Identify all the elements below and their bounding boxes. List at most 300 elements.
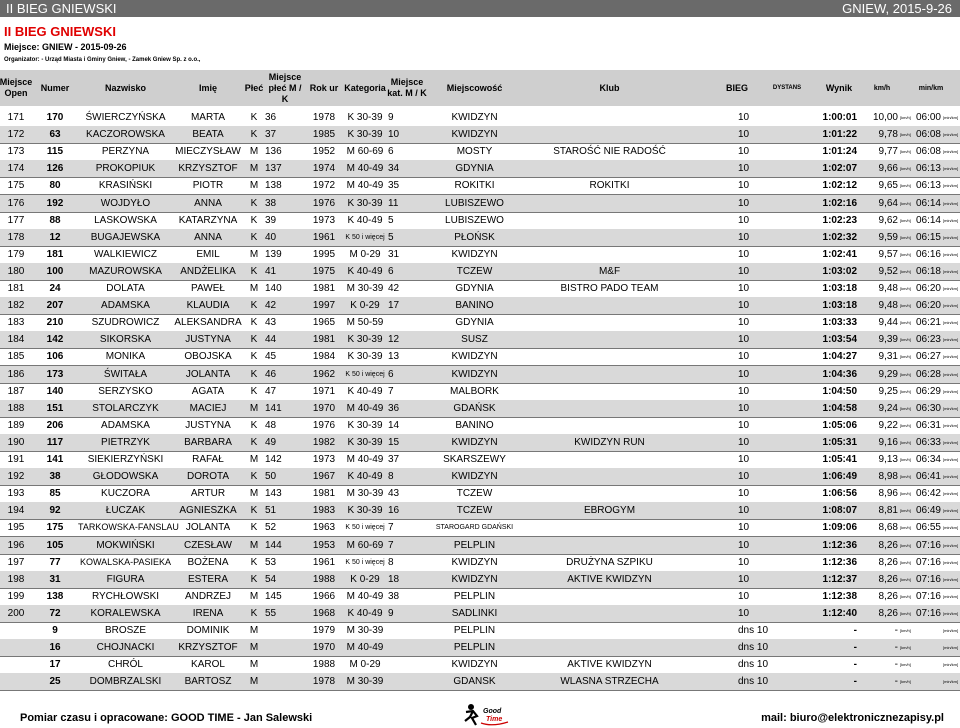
cell-town: MOSTY <box>456 146 493 158</box>
cell-result: 1:00:01 <box>822 112 857 123</box>
cell-cat: M 40-49 <box>346 454 384 465</box>
cell-kmh-unit: [km/h] <box>900 303 911 309</box>
table-row <box>0 383 960 401</box>
cell-cat: K 40-49 <box>347 214 383 226</box>
cell-sex: K <box>250 112 258 123</box>
cell-open: 200 <box>7 607 25 619</box>
cell-pace-unit: [min/km] <box>943 559 959 565</box>
cell-town: KWIDZYN <box>451 351 498 363</box>
event-organizer: Organizator: - Urząd Miasta i Gminy Gniew, - Zamek Gniew Sp. z o.o., <box>4 57 201 63</box>
cell-name: DOLATA <box>106 283 145 294</box>
cell-kmh-unit: [km/h] <box>900 115 911 120</box>
col-miejscowosc: Miejscowość <box>446 82 503 93</box>
cell-open: 194 <box>7 505 25 517</box>
cell-town: KWIDZYN <box>451 368 498 380</box>
cell-result: 1:12:36 <box>822 556 857 568</box>
cell-num: 24 <box>49 283 61 294</box>
cell-kmh-unit: [km/h] <box>900 234 911 240</box>
cell-result: 1:02:23 <box>822 214 857 226</box>
title-right: GNIEW, 2015-9-26 <box>842 1 952 16</box>
cell-num: 210 <box>46 317 64 329</box>
cell-sexpl: 42 <box>265 300 277 312</box>
cell-kmh-unit: [km/h] <box>900 576 911 582</box>
cell-catpl: 36 <box>388 402 400 414</box>
cell-open <box>0 673 32 690</box>
cell-open: 199 <box>7 590 25 602</box>
cell-cat: K 50 i więcej <box>345 233 385 241</box>
table-row <box>0 485 960 503</box>
cell-sex: M <box>249 163 259 175</box>
cell-town: KWIDZYN <box>451 248 498 260</box>
cell-result: - <box>853 625 857 636</box>
cell-town: KWIDZYN <box>451 129 498 141</box>
cell-num: 207 <box>46 300 64 312</box>
cell-kmh-unit: [km/h] <box>900 662 911 668</box>
cell-sex: M <box>249 454 259 465</box>
cell-name: ŁUCZAK <box>105 505 146 517</box>
cell-club <box>522 126 697 143</box>
cell-name: MONIKA <box>105 351 146 363</box>
cell-result: 1:04:58 <box>822 402 857 414</box>
cell-open: 180 <box>7 265 25 277</box>
cell-year: 1952 <box>312 146 336 158</box>
cell-num: 141 <box>46 454 64 465</box>
cell-town: ROKITKI <box>454 180 495 192</box>
cell-town: SUSZ <box>461 334 488 346</box>
footer-left: Pomiar czasu i opracowane: GOOD TIME - Jan Salewski <box>20 712 313 724</box>
cell-sex: M <box>249 539 259 551</box>
table-row <box>0 297 960 315</box>
cell-dist: 10 <box>738 607 750 619</box>
cell-pace <box>903 673 941 690</box>
cell-sexpl: 41 <box>265 265 277 277</box>
cell-cat: K 30-39 <box>347 197 383 209</box>
cell-cat: M 50-59 <box>346 317 384 329</box>
cell-kmh-unit: [km/h] <box>900 320 911 326</box>
cell-cat: K 40-49 <box>347 471 383 483</box>
cell-cat: M 0-29 <box>349 248 381 260</box>
table-row <box>0 468 960 486</box>
cell-club <box>522 366 697 383</box>
cell-catpl: 42 <box>388 283 400 294</box>
cell-cat: K 30-39 <box>347 129 383 141</box>
table-row <box>0 280 960 298</box>
cell-open <box>0 639 32 656</box>
col-numer: Numer <box>40 82 70 93</box>
cell-first: JUSTYNA <box>185 334 231 346</box>
cell-num: 126 <box>46 163 64 175</box>
cell-num: 9 <box>52 625 58 636</box>
col-wynik: Wynik <box>825 82 853 93</box>
cell-first: MACIEJ <box>189 402 227 414</box>
cell-result: 1:12:37 <box>822 573 857 585</box>
table-row <box>0 348 960 366</box>
cell-year: 1968 <box>312 607 336 619</box>
cell-dist: 10 <box>738 163 750 175</box>
cell-pace-unit: [min/km] <box>943 354 959 360</box>
cell-first: RAFAŁ <box>192 454 224 465</box>
cell-kmh: 9,48 <box>878 283 898 294</box>
cell-first: CZESŁAW <box>184 539 232 551</box>
cell-catpl: 16 <box>388 505 400 517</box>
table-row <box>0 451 960 469</box>
cell-pace: 07:16 <box>915 573 941 585</box>
cell-town: TCZEW <box>456 488 493 500</box>
cell-catpl: 7 <box>388 539 394 551</box>
cell-kmh: - <box>894 642 898 654</box>
cell-catpl: 43 <box>388 488 400 500</box>
cell-pace-unit: [min/km] <box>943 388 959 394</box>
cell-open: 178 <box>7 231 25 243</box>
cell-year: 1974 <box>312 163 336 175</box>
cell-name: MAZUROWSKA <box>89 265 162 277</box>
cell-pace-unit: [min/km] <box>943 200 959 206</box>
cell-name: BUGAJEWSKA <box>90 231 161 243</box>
cell-catpl: 15 <box>388 436 400 448</box>
cell-open: 179 <box>7 248 25 260</box>
cell-kmh: 9,59 <box>878 231 898 243</box>
cell-kmh-unit: [km/h] <box>900 251 911 257</box>
cell-open: 172 <box>7 129 25 141</box>
cell-pace-unit: [min/km] <box>943 234 959 240</box>
col-klub: Klub <box>599 82 620 93</box>
cell-pace: 06:41 <box>915 471 941 483</box>
cell-name: WOJDYŁO <box>100 197 151 209</box>
cell-club <box>522 639 697 656</box>
cell-sex: K <box>250 522 258 534</box>
cell-club <box>522 605 697 622</box>
cell-catpl: 5 <box>388 231 394 243</box>
cell-cat: M 60-69 <box>346 146 384 158</box>
cell-town: MALBORK <box>450 385 499 397</box>
cell-sex: K <box>250 505 258 517</box>
cell-first: MIECZYSŁAW <box>175 146 241 158</box>
cell-result: 1:12:38 <box>822 590 857 602</box>
table-row <box>0 246 960 264</box>
cell-town: KWIDZYN <box>451 436 498 448</box>
cell-catpl: 7 <box>388 385 394 397</box>
cell-town: KWIDZYN <box>451 573 498 585</box>
table-row <box>0 229 960 247</box>
cell-kmh: 8,26 <box>878 607 898 619</box>
cell-kmh: - <box>894 625 898 636</box>
cell-sexpl: 141 <box>265 402 282 414</box>
cell-sex: K <box>250 607 258 619</box>
table-row <box>0 605 960 623</box>
cell-result: 1:12:40 <box>822 607 857 619</box>
cell-first: ANDRZEJ <box>184 590 232 602</box>
cell-year: 1965 <box>312 317 336 329</box>
cell-club <box>522 400 697 417</box>
cell-first: JOLANTA <box>185 368 231 380</box>
cell-sexpl: 137 <box>265 163 282 175</box>
cell-pace-unit: [min/km] <box>943 337 959 343</box>
cell-first: DOMINIK <box>186 625 230 636</box>
table-row <box>0 622 960 640</box>
svg-text:Good: Good <box>483 708 502 715</box>
cell-result: 1:02:16 <box>822 197 857 209</box>
cell-cat: K 50 i więcej <box>345 524 385 532</box>
cell-town: TCZEW <box>456 265 493 277</box>
cell-first: OBOJSKA <box>184 351 232 363</box>
cell-dist: 10 <box>738 334 750 346</box>
cell-name: KUCZORA <box>101 488 150 500</box>
cell-catpl <box>388 622 418 639</box>
cell-sexpl: 36 <box>265 112 277 123</box>
cell-pace: 07:16 <box>915 556 941 568</box>
cell-result: 1:06:56 <box>822 488 857 500</box>
cell-town: SKARSZEWY <box>443 454 506 465</box>
cell-sexpl: 40 <box>265 231 277 243</box>
cell-town: LUBISZEWO <box>445 197 504 209</box>
cell-name: SERZYSKO <box>98 385 153 397</box>
cell-num: 206 <box>46 419 64 431</box>
cell-pace-unit: [min/km] <box>943 132 959 138</box>
cell-sex: M <box>249 625 259 636</box>
cell-dist: dns 10 <box>738 625 769 636</box>
cell-sexpl: 142 <box>265 454 282 465</box>
cell-first: ANNA <box>194 231 222 243</box>
cell-num: 63 <box>49 129 61 141</box>
cell-num: 80 <box>49 180 61 192</box>
cell-catpl: 11 <box>388 197 399 209</box>
cell-sexpl: 38 <box>265 197 277 209</box>
cell-town: PELPLIN <box>453 625 496 636</box>
cell-pace: 06:33 <box>915 436 941 448</box>
table-row <box>0 212 960 230</box>
cell-pace-unit: [min/km] <box>943 320 959 326</box>
cell-sexpl <box>265 656 287 673</box>
cell-year: 1984 <box>312 351 336 363</box>
cell-sex: K <box>250 573 258 585</box>
cell-dist: 10 <box>738 385 750 397</box>
cell-open: 177 <box>7 214 25 226</box>
cell-pace: 06:55 <box>915 522 941 534</box>
cell-sexpl: 53 <box>265 556 277 568</box>
cell-dist: 10 <box>738 556 750 568</box>
cell-name: SIEKIERZYŃSKI <box>87 454 164 465</box>
cell-town: KWIDZYN <box>451 112 498 123</box>
cell-year: 1978 <box>312 676 336 688</box>
cell-cat: M 40-49 <box>346 590 384 602</box>
cell-kmh: 9,52 <box>878 265 898 277</box>
cell-kmh: 8,96 <box>878 488 898 500</box>
cell-name: PERZYNA <box>101 146 150 158</box>
cell-num: 117 <box>46 436 64 448</box>
cell-kmh-unit: [km/h] <box>900 645 911 651</box>
cell-name: KOWALSKA-PASIEKA <box>79 556 172 567</box>
cell-open: 176 <box>7 197 25 209</box>
cell-sex: M <box>249 659 259 671</box>
cell-catpl: 6 <box>388 146 394 158</box>
cell-pace-unit: [min/km] <box>943 268 959 274</box>
cell-sex: K <box>250 351 258 363</box>
cell-open: 196 <box>7 539 25 551</box>
cell-dist: 10 <box>738 351 750 363</box>
cell-sexpl: 140 <box>265 283 282 294</box>
cell-club <box>522 212 697 229</box>
cell-year: 1963 <box>312 522 336 534</box>
table-row <box>0 143 960 161</box>
cell-pace-unit: [min/km] <box>943 183 959 189</box>
cell-num: 175 <box>46 522 64 534</box>
cell-result: 1:04:50 <box>822 385 857 397</box>
cell-cat: M 30-39 <box>346 676 384 688</box>
cell-club <box>522 297 697 314</box>
cell-name: KACZOROWSKA <box>86 129 165 141</box>
cell-open: 185 <box>7 351 25 363</box>
cell-first: KLAUDIA <box>186 300 230 312</box>
cell-year: 1953 <box>312 539 336 551</box>
cell-num: 170 <box>46 112 64 123</box>
cell-cat: M 30-39 <box>346 488 384 500</box>
cell-dist: 10 <box>738 214 750 226</box>
cell-pace: 06:34 <box>915 454 941 465</box>
cell-catpl: 14 <box>388 419 400 431</box>
table-row <box>0 331 960 349</box>
cell-kmh: 9,25 <box>878 385 898 397</box>
cell-open <box>0 656 32 673</box>
cell-sexpl <box>265 639 287 656</box>
cell-dist: 10 <box>738 505 750 517</box>
cell-cat: K 0-29 <box>350 573 380 585</box>
cell-town: LUBISZEWO <box>445 214 504 226</box>
cell-pace: 06:16 <box>915 248 941 260</box>
cell-year: 1966 <box>312 590 336 602</box>
cell-num: 12 <box>49 231 61 243</box>
cell-sexpl: 145 <box>265 590 282 602</box>
cell-pace-unit: [min/km] <box>943 593 959 599</box>
cell-cat: M 40-49 <box>346 402 384 414</box>
cell-pace: 07:16 <box>915 590 941 602</box>
cell-num: 181 <box>46 248 64 260</box>
cell-catpl: 34 <box>388 163 400 175</box>
cell-first: KATARZYNA <box>178 214 238 226</box>
cell-kmh: 8,81 <box>878 505 898 517</box>
cell-result: 1:02:32 <box>822 231 857 243</box>
cell-name: RYCHŁOWSKI <box>91 590 160 602</box>
cell-year: 1979 <box>312 625 336 636</box>
cell-sexpl: 143 <box>265 488 282 500</box>
cell-town: GDYNIA <box>455 163 494 175</box>
cell-year: 1970 <box>312 402 336 414</box>
cell-catpl <box>388 673 418 690</box>
cell-sex: M <box>249 283 259 294</box>
cell-num: 25 <box>49 676 61 688</box>
cell-year: 1983 <box>312 505 336 517</box>
title-left: II BIEG GNIEWSKI <box>6 1 117 16</box>
cell-year: 1967 <box>312 471 336 483</box>
cell-town: BANINO <box>455 300 494 312</box>
table-row <box>0 537 960 555</box>
cell-open: 197 <box>7 556 25 568</box>
cell-club <box>522 348 697 365</box>
cell-kmh-unit: [km/h] <box>900 508 911 514</box>
cell-pace: 06:30 <box>915 402 941 414</box>
col-miejsce-kat: Miejsce kat. M / K <box>387 77 427 98</box>
cell-kmh: - <box>894 659 898 671</box>
cell-town: PELPLIN <box>453 642 496 654</box>
cell-num: 72 <box>49 607 61 619</box>
cell-pace-unit: [min/km] <box>943 422 959 428</box>
table-row <box>0 314 960 332</box>
cell-first: KRZYSZTOF <box>178 163 238 175</box>
cell-open: 171 <box>7 112 25 123</box>
cell-kmh: 8,26 <box>878 573 898 585</box>
cell-kmh: 8,98 <box>878 471 898 483</box>
cell-pace: 06:21 <box>915 317 941 329</box>
cell-first: ESTERA <box>187 573 228 585</box>
cell-year: 1982 <box>312 436 336 448</box>
cell-sex: K <box>250 197 258 209</box>
cell-sex: M <box>249 180 259 192</box>
cell-kmh-unit: [km/h] <box>900 474 911 480</box>
cell-club: EBROGYM <box>583 505 636 517</box>
cell-name: LASKOWSKA <box>94 214 157 226</box>
cell-club: WLASNA STRZECHA <box>560 676 659 688</box>
cell-sex: K <box>250 129 258 141</box>
cell-kmh: 8,26 <box>878 556 898 568</box>
cell-num: 173 <box>46 368 64 380</box>
cell-sex: M <box>249 248 259 260</box>
cell-kmh-unit: [km/h] <box>900 405 911 411</box>
cell-catpl: 8 <box>388 471 394 483</box>
cell-num: 105 <box>46 539 64 551</box>
cell-sexpl: 51 <box>265 505 277 517</box>
cell-kmh: 8,26 <box>878 539 898 551</box>
cell-num: 31 <box>49 573 61 585</box>
table-row <box>0 417 960 435</box>
cell-town: KWIDZYN <box>451 556 498 568</box>
cell-cat: K 30-39 <box>347 505 383 517</box>
cell-name: DOMBRZALSKI <box>89 676 162 688</box>
cell-name: PROKOPIUK <box>95 163 156 175</box>
cell-catpl: 37 <box>388 454 400 465</box>
table-row <box>0 160 960 178</box>
cell-num: 38 <box>49 471 61 483</box>
cell-dist: 10 <box>738 248 750 260</box>
cell-pace-unit: [min/km] <box>943 457 959 462</box>
cell-kmh-unit: [km/h] <box>900 679 911 685</box>
cell-town: KWIDZYN <box>451 659 498 671</box>
cell-kmh: 9,31 <box>878 351 898 363</box>
cell-club: ROKITKI <box>589 180 630 192</box>
table-row <box>0 588 960 606</box>
table-row <box>0 195 960 213</box>
cell-result: 1:03:02 <box>822 265 857 277</box>
col-bieg: BIEG <box>725 82 748 93</box>
col-plec: Płeć <box>244 82 264 93</box>
cell-year: 1971 <box>312 385 336 397</box>
cell-club: BISTRO PADO TEAM <box>560 283 659 294</box>
cell-result: 1:03:33 <box>822 317 857 329</box>
cell-kmh: 9,39 <box>878 334 898 346</box>
cell-num: 192 <box>46 197 64 209</box>
cell-open: 175 <box>7 180 25 192</box>
cell-result: 1:02:07 <box>822 163 857 175</box>
cell-cat: K 30-39 <box>347 419 383 431</box>
cell-sexpl: 46 <box>265 368 277 380</box>
table-row <box>0 263 960 281</box>
cell-catpl: 18 <box>388 573 400 585</box>
cell-num: 100 <box>46 265 64 277</box>
cell-sex: K <box>250 436 258 448</box>
cell-pace-unit: [min/km] <box>943 508 959 514</box>
table-row <box>0 109 960 127</box>
table-row <box>0 400 960 418</box>
cell-pace: 06:08 <box>915 146 941 158</box>
cell-first: DOROTA <box>186 471 230 483</box>
